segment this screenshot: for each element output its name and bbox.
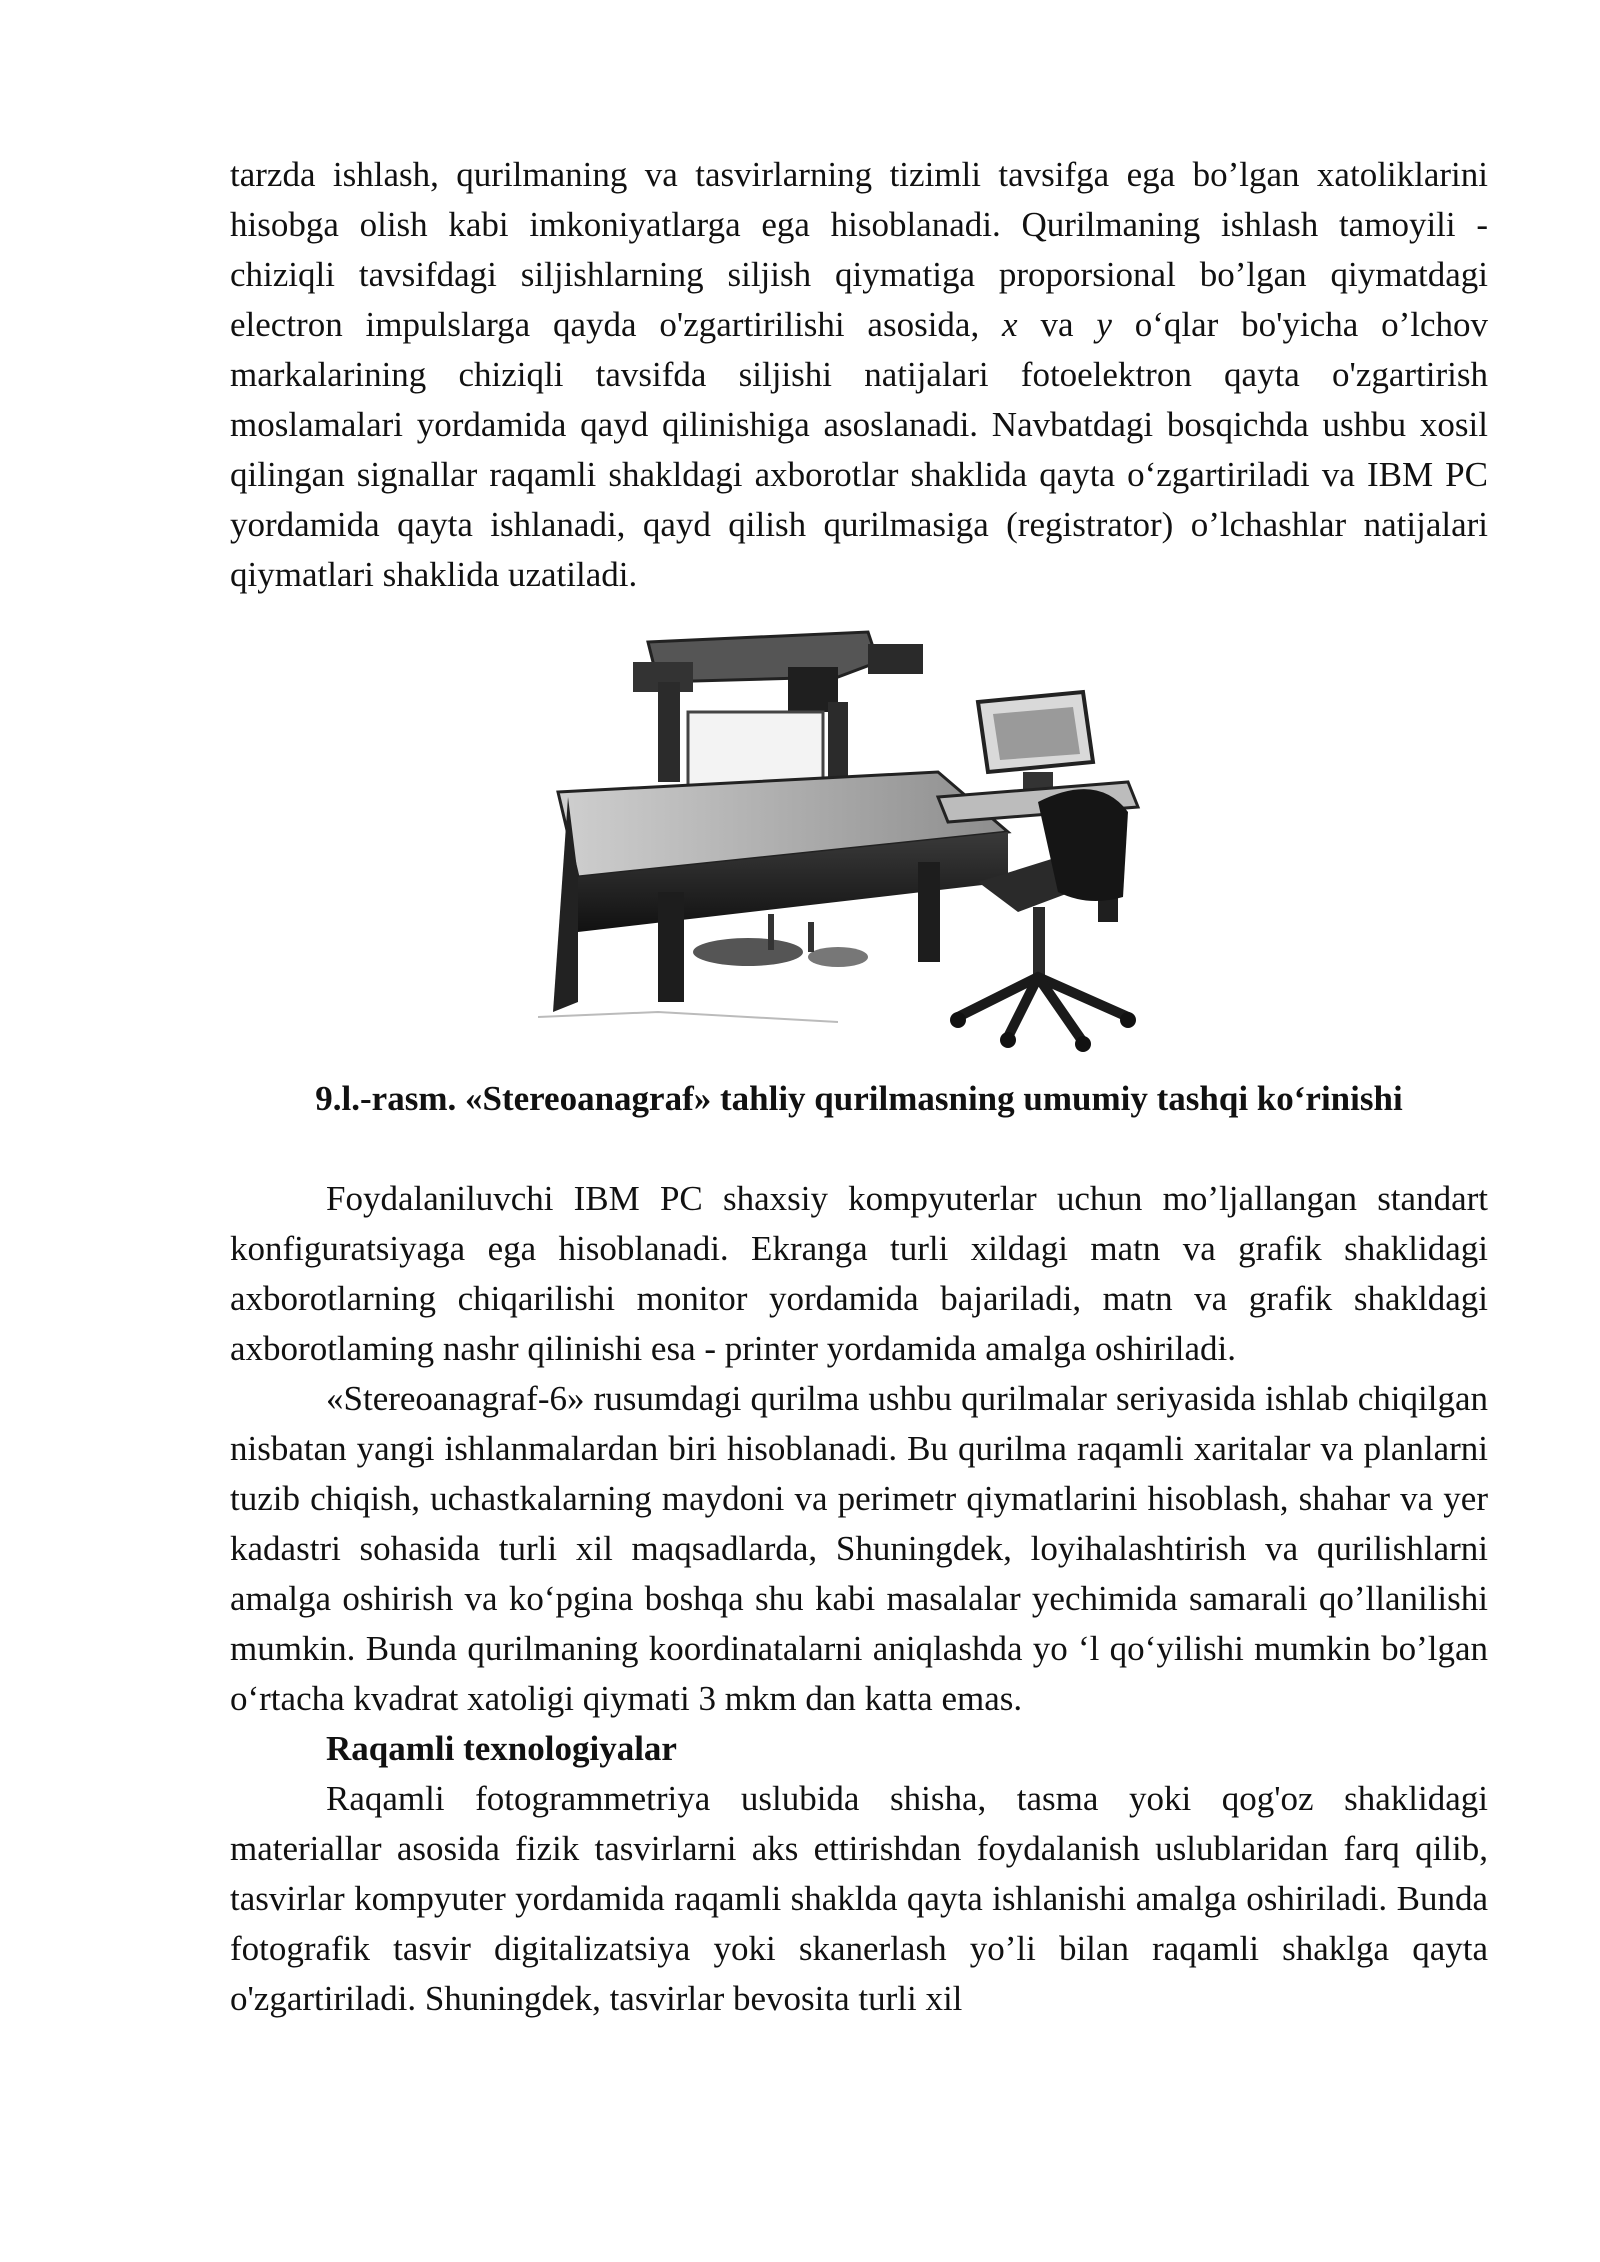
document-page bbox=[230, 150, 1488, 2024]
axis-x-label: x bbox=[1002, 305, 1018, 344]
paragraph-4: Raqamli fotogrammetriya uslubida shisha, tasma yoki qog'oz shaklidagi materiallar asosida fizik tasvirlarni aks ettirishdan foydalanish uslublaridan farq qilib, tasvirlar kompyuter yordamida raqamli shakldа qayta ishlanishi amalga oshiriladi. Bunda fotografik tasvir digitalizatsiya yoki skanerlash yo’li bilan raqamli shaklga qayta o'zgartiriladi. Shuningdek, tasvirlar bevosita turli xil bbox=[230, 1779, 1488, 2018]
section-heading: Raqamli texnologiyalar bbox=[326, 1729, 677, 1768]
paragraph-1 bbox=[230, 150, 1488, 600]
caption-spacer bbox=[230, 1124, 1488, 1174]
figure-caption: 9.l.-rasm. «Stereoanagraf» tahliy qurilmasning umumiy tashqi ko‘rinishi bbox=[315, 1079, 1403, 1118]
paragraph-1-part-1: tarzda ishlash, qurilmaning va tasvirlarning tizimli tavsifga ega bo’lgan xatoliklarini hisobga olish kabi imkoniyatlarga ega hisoblanadi. Qurilmaning ishlash tamoyili - chiziqli tavsifdagi siljishlarning siljish qiymatiga proporsional bo’lgan qiymatdagi electron impulslarga qayda o'zgartirilishi asosida, bbox=[230, 155, 1488, 344]
axis-y-label: y bbox=[1096, 305, 1112, 344]
stereoanagraf-figure bbox=[230, 622, 1488, 1062]
paragraph-2: Foydalaniluvchi IBM PC shaxsiy kompyuterlar uchun mo’ljallangan standart konfiguratsiyaga ega hisoblanadi. Ekranga turli xildagi matn va grafik shaklidagi axborotlarning chiqarilishi monitor yordamida bajariladi, matn va grafik shakldagi axborotlaming nashr qilinishi esa - printer yordamida amalga oshiriladi. bbox=[230, 1179, 1488, 1368]
paragraph-1-part-2: o‘qlar bo'yicha o’lchov markalarining chiziqli tavsifda siljishi natijalari fotoelektron qayta o'zgartirish moslamalari yordamida qayd qilinishiga asoslanadi. Navbatdagi bosqichda ushbu xosil qilingan signallar raqamli shakldagi axborotlar shaklida qayta o‘zgartiriladi va IBM PC yordamida qayta ishlanadi, qayd qilish qurilmasiga (registrator) o’lchashlar natijalari qiymatlari shaklida uzatiladi. bbox=[230, 305, 1488, 594]
paragraph-3: «Stereoanagraf-6» rusumdagi qurilma ushbu qurilmalar seriyasida ishlab chiqilgan nisbatan yangi ishlanmalardan biri hisoblanadi. Bu qurilma raqamli xaritalar va planlarni tuzib chiqish, uchastkalarning maydoni va perimetr qiymatlarini hisoblash, shahar va yer kadastri sohasida turli xil maqsadlarda, Shuningdek, loyihalashtirish va qurilishlarni amalga oshirish va ko‘pgina boshqa shu kabi masalalar yechimida samarali qo’llanilishi mumkin. Bunda qurilmaning koordinatalarni aniqlashda yo ‘l qo‘yilishi mumkin bo’lgan o‘rtacha kvadrat xatoligi qiymati 3 mkm dan katta emas. bbox=[230, 1379, 1488, 1718]
paragraph-1-conjunction: va bbox=[1017, 305, 1097, 344]
stereoanagraf-photo bbox=[538, 622, 1168, 1052]
